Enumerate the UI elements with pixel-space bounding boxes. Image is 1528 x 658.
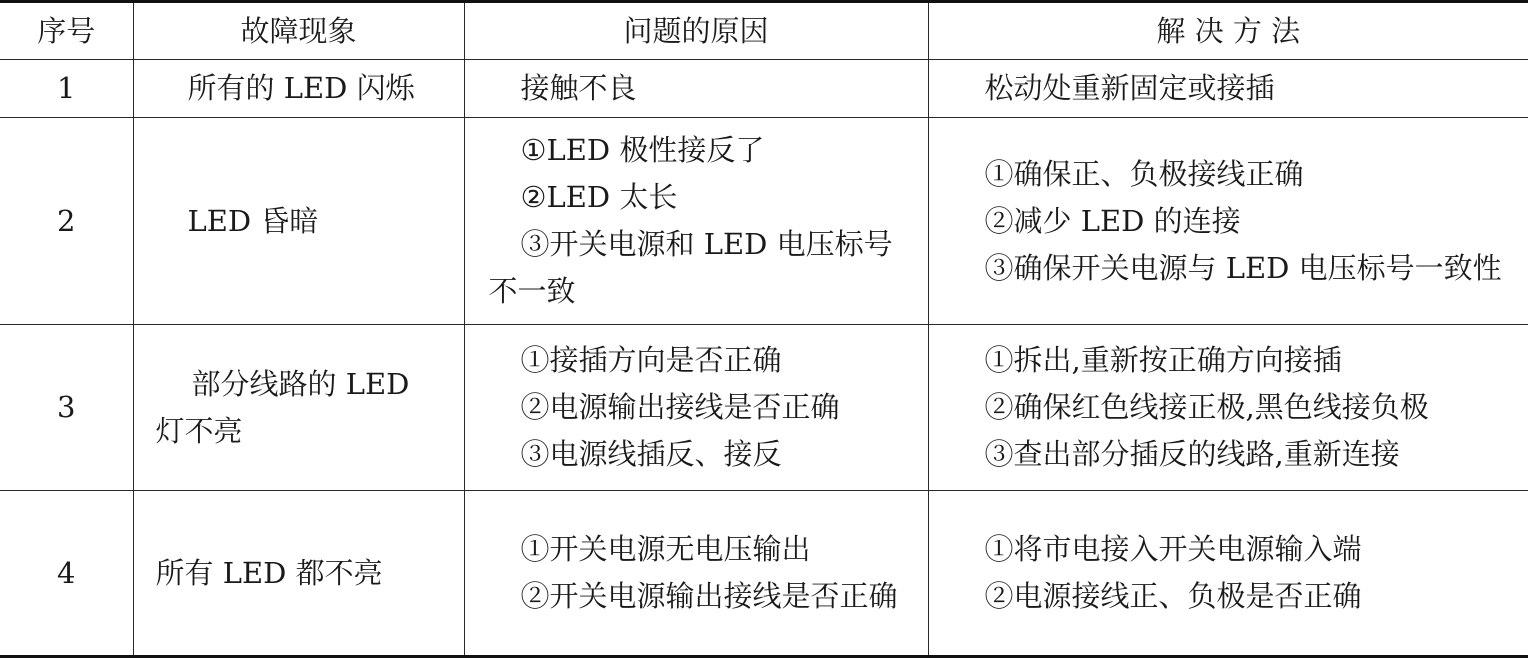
- row-index: 4: [0, 491, 133, 657]
- row-symptom: 部分线路的 LED 灯不亮: [133, 325, 464, 491]
- header-index: 序号: [0, 2, 133, 60]
- table-header-row: [0, 2, 1528, 60]
- row-solution-cell: [928, 118, 1528, 325]
- header-symptom: 故障现象: [133, 2, 464, 60]
- row-symptom: 所有 LED 都不亮: [133, 491, 464, 657]
- row-cause-cell: [464, 60, 928, 118]
- solution-item: ①拆出,重新按正确方向接插: [984, 343, 1342, 377]
- cause-item: ③开关电源和 LED 电压标号不一致: [488, 227, 893, 308]
- table-row: [0, 491, 1528, 657]
- header-solution: 解 决 方 法: [928, 2, 1528, 60]
- cause-item: ②开关电源输出接线是否正确: [520, 579, 898, 613]
- row-cause-cell: [464, 491, 928, 657]
- solution-item: ①将市电接入开关电源输入端: [984, 532, 1362, 566]
- solution-item: ②电源接线正、负极是否正确: [984, 579, 1362, 613]
- row-index: 1: [0, 60, 133, 118]
- solution-item: ③确保开关电源与 LED 电压标号一致性: [984, 250, 1502, 285]
- table-row: [0, 60, 1528, 118]
- cause-item: ①LED 极性接反了: [520, 133, 765, 167]
- cause-item: 接触不良: [520, 71, 637, 105]
- row-symptom: 所有的 LED 闪烁: [133, 60, 464, 118]
- cause-item: ③电源线插反、接反: [520, 437, 782, 471]
- solution-item: ②确保红色线接正极,黑色线接负极: [984, 390, 1429, 424]
- row-index: 3: [0, 325, 133, 491]
- table-row: [0, 118, 1528, 325]
- solution-item: 松动处重新固定或接插: [984, 71, 1275, 105]
- solution-item: ②减少 LED 的连接: [984, 203, 1241, 238]
- cause-item: ②LED 太长: [520, 180, 678, 214]
- row-index: 2: [0, 118, 133, 325]
- solution-item: ①确保正、负极接线正确: [984, 156, 1304, 191]
- row-symptom: LED 昏暗: [133, 118, 464, 325]
- row-cause-cell: [464, 325, 928, 491]
- row-solution-cell: [928, 491, 1528, 657]
- cause-item: ①开关电源无电压输出: [520, 532, 811, 566]
- solution-item: ③查出部分插反的线路,重新连接: [984, 437, 1400, 471]
- header-cause: 问题的原因: [464, 2, 928, 60]
- row-cause-cell: [464, 118, 928, 325]
- table-row: [0, 325, 1528, 491]
- cause-item: ②电源输出接线是否正确: [520, 390, 840, 424]
- cause-item: ①接插方向是否正确: [520, 343, 782, 377]
- row-solution-cell: [928, 60, 1528, 118]
- row-solution-cell: [928, 325, 1528, 491]
